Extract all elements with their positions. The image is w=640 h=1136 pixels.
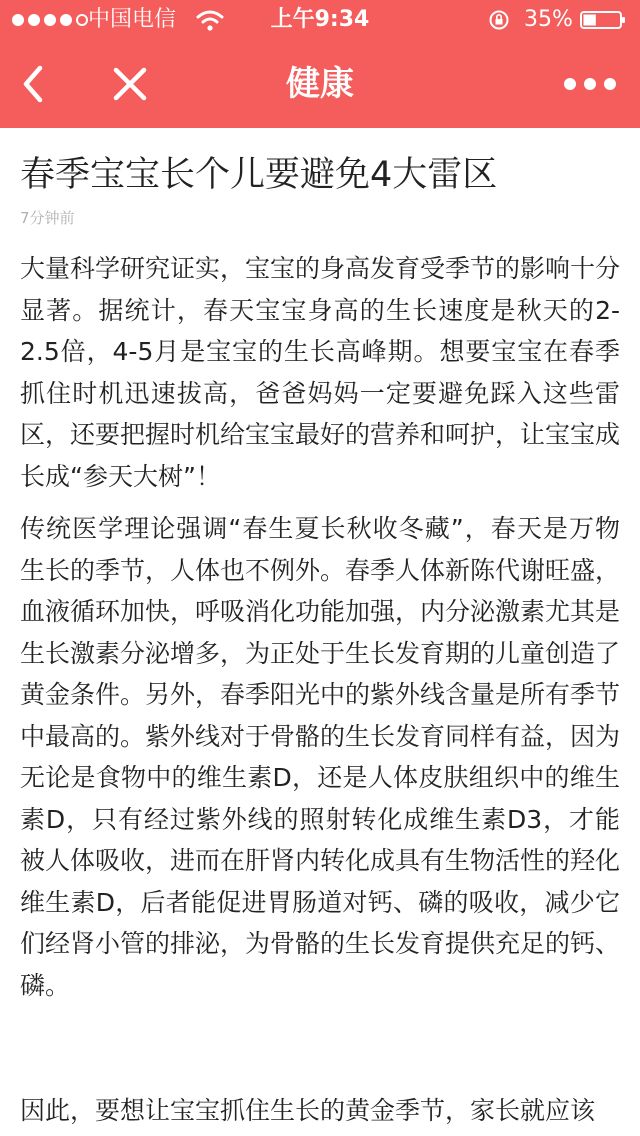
battery-percentage: 35% xyxy=(524,7,573,32)
page-title: 健康 xyxy=(286,64,354,104)
more-dots-icon xyxy=(564,78,576,90)
app-header xyxy=(0,0,640,128)
clock-time: 上午9:34 xyxy=(270,7,370,32)
nav-bar xyxy=(0,40,640,128)
carrier-name: 中国电信 xyxy=(88,7,177,32)
battery-icon xyxy=(580,11,626,29)
rotation-lock-icon xyxy=(488,9,510,31)
article-paragraph: 因此，要想让宝宝抓住生长的黄金季节，家长就应该 xyxy=(20,1096,596,1125)
more-options-button[interactable] xyxy=(564,74,616,94)
article-paragraph: 大量科学研究证实，宝宝的身高发育受季节的影响十分显著。据统计，春天宝宝身高的生长速度是秋天的2-2.5倍，4-5月是宝宝的生长高峰期。想要宝宝在春季抓住时机迅速拔高，爸爸妈妈一定要避免踩入这些雷区，还要把握时机给宝宝最好的营养和呵护，让宝宝成长成“参天大树”！ xyxy=(20,254,621,491)
article-paragraph: 传统医学理论强调“春生夏长秋收冬藏”，春天是万物生长的季节，人体也不例外。春季人体新陈代谢旺盛，血液循环加快，呼吸消化功能加强，内分泌激素尤其是生长激素分泌增多，为正处于生长发育期的儿童创造了黄金条件。另外，春季阳光中的紫外线含量是所有季节中最高的。紫外线对于骨骼的生长发育同样有益，因为无论是食物中的维生素D，还是人体皮肤组织中的维生素D，只有经过紫外线的照射转化成维生素D3，才能被人体吸收，进而在肝肾内转化成具有生物活性的羟化维生素D，后者能促进胃肠道对钙、磷的吸收，减少它们经肾小管的排泌，为骨骼的生长发育提供充足的钙、磷。 xyxy=(20,514,621,1000)
article-timestamp: 7分钟前 xyxy=(20,209,75,227)
status-bar xyxy=(0,0,640,40)
article-content[interactable] xyxy=(0,128,640,1136)
article-title: 春季宝宝长个儿要避免4大雷区 xyxy=(20,155,498,195)
